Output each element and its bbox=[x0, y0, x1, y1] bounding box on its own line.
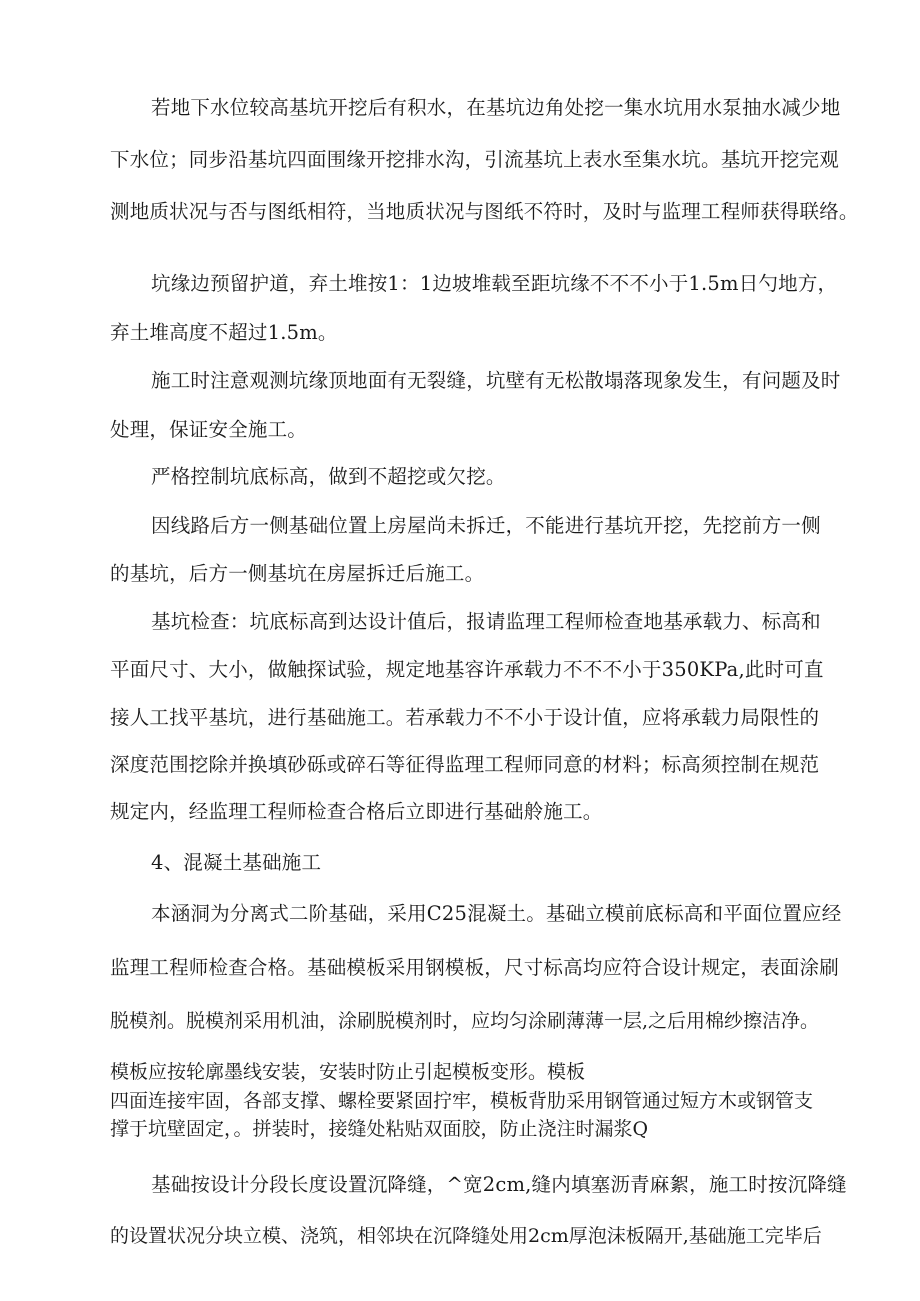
text-line-23: 基础按设计分段长度设置沉降缝，^宽2cm,缝内填塞沥青麻絮，施工时按沉降缝 bbox=[151, 1173, 847, 1196]
text-line-17: 本涵洞为分离式二阶基础，采用C25混凝土。基础立模前底标高和平面位置应经 bbox=[151, 902, 842, 925]
text-line-13: 接人工找平基坑，进行基础施工。若承载力不不小于设计值，应将承载力局限性的 bbox=[110, 706, 820, 729]
text-line-15: 规定内，经监理工程师检查合格后立即进行基础舲施工。 bbox=[110, 800, 603, 823]
text-line-14: 深度范围挖除并换填砂砾或碎石等征得监理工程师同意的材料；标高须控制在规范 bbox=[110, 753, 820, 776]
text-line-1: 若地下水位较高基坑开挖后有积水，在基坑边角处挖一集水坑用水泵抽水减少地 bbox=[151, 96, 841, 119]
text-line-5: 弃土堆高度不超过1.5m。 bbox=[110, 321, 338, 344]
text-line-3: 测地质状况与否与图纸相符，当地质状况与图纸不符时，及时与监理工程师获得联络。 bbox=[110, 200, 859, 223]
text-line-4: 坑缘边预留护道，弃土堆按1：1边坡堆载至距坑缘不不不小于1.5m日勺地方， bbox=[151, 272, 838, 295]
text-line-2: 下水位；同步沿基坑四面围缘开挖排水沟，引流基坑上表水至集水坑。基坑开挖完观 bbox=[110, 148, 839, 171]
section-heading: 4、混凝土基础施工 bbox=[151, 851, 322, 874]
text-line-6: 施工时注意观测坑缘顶地面有无裂缝，坑壁有无松散塌落现象发生，有问题及时 bbox=[151, 369, 841, 392]
text-line-10: 的基坑，后方一侧基坑在房屋拆迁后施工。 bbox=[110, 562, 485, 585]
text-line-8: 严格控制坑底标高，做到不超挖或欠挖。 bbox=[151, 465, 506, 488]
text-line-20: 模板应按轮廓墨线安装，安装时防止引起模板变形。模板 bbox=[110, 1061, 586, 1083]
text-line-12: 平面尺寸、大小，做触探试验，规定地基容许承载力不不不小于350KPa,此时可直 bbox=[110, 658, 824, 681]
text-line-7: 处理，保证安全施工。 bbox=[110, 418, 308, 441]
text-line-24: 的设置状况分块立模、浇筑，相邻块在沉降缝处用2cm厚泡沫板隔开,基础施工完毕后 bbox=[110, 1225, 822, 1247]
text-line-9: 因线路后方一侧基础位置上房屋尚未拆迁，不能进行基坑开挖，先挖前方一侧 bbox=[151, 514, 821, 537]
text-line-21: 四面连接牢固，各部支撑、螺栓要紧固拧牢，模板背肋采用钢管通过短方木或钢管支 bbox=[110, 1090, 814, 1112]
text-line-11: 基坑检查：坑底标高到达设计值后，报请监理工程师检查地基承载力、标高和 bbox=[151, 610, 821, 633]
text-line-22: 撑于坑壁固定，。拼装时，接缝处粘贴双面胶，防止浇注时漏浆Q bbox=[110, 1118, 649, 1140]
text-line-19: 脱模剂。脱模剂采用机油，涂刷脱模剂时，应均匀涂刷薄薄一层,之后用棉纱擦洁净。 bbox=[110, 1010, 820, 1032]
text-line-18: 监理工程师检查合格。基础模板采用钢模板，尺寸标高均应符合设计规定，表面涂刷 bbox=[110, 956, 839, 979]
